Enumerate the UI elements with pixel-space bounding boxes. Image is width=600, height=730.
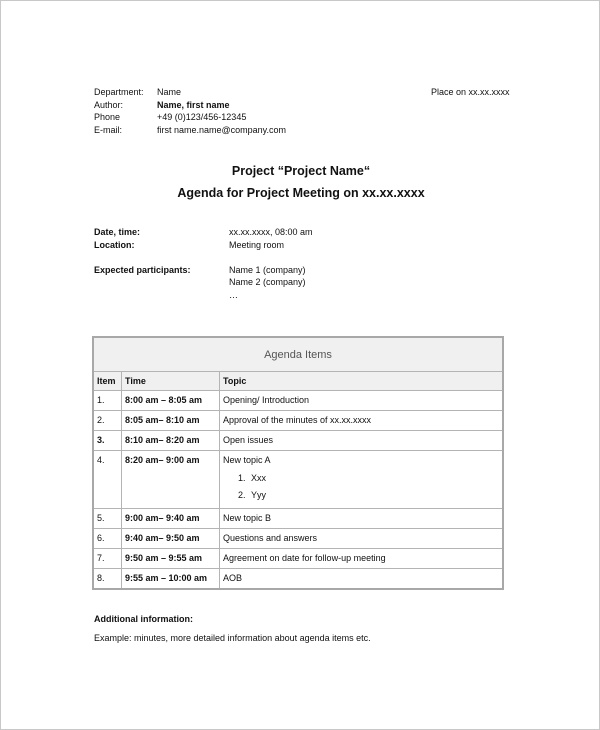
email-value: first name.name@company.com bbox=[157, 124, 287, 135]
item-number: 6. bbox=[93, 529, 122, 549]
author-value: Name, first name bbox=[157, 99, 230, 110]
location-value: Meeting room bbox=[229, 239, 285, 250]
location-row bbox=[94, 239, 313, 252]
header-info bbox=[94, 86, 286, 136]
project-title: Project “Project Name“ bbox=[231, 164, 371, 178]
phone-label: Phone bbox=[94, 112, 121, 122]
participants-label: Expected participants: bbox=[94, 264, 191, 275]
agenda-header-row bbox=[93, 372, 503, 391]
item-number: 5. bbox=[93, 509, 122, 529]
subitem bbox=[223, 487, 499, 504]
date-label: Date, time: bbox=[94, 227, 141, 237]
subitem-list bbox=[223, 470, 499, 504]
col-time: Time bbox=[122, 372, 220, 391]
table-row bbox=[93, 549, 503, 569]
item-time: 8:00 am – 8:05 am bbox=[122, 391, 220, 411]
table-row bbox=[93, 509, 503, 529]
item-time: 8:05 am– 8:10 am bbox=[122, 411, 220, 431]
additional-info bbox=[94, 613, 371, 644]
item-topic: Opening/ Introduction bbox=[220, 391, 504, 411]
participant: Name 2 (company) bbox=[229, 277, 306, 287]
participant-ellipsis: … bbox=[229, 289, 238, 300]
additional-text: Example: minutes, more detailed information about agenda items etc. bbox=[94, 632, 371, 643]
table-row bbox=[93, 411, 503, 431]
email-row bbox=[94, 124, 286, 137]
subitem-number: 1. bbox=[238, 473, 246, 483]
item-topic: Approval of the minutes of xx.xx.xxxx bbox=[220, 411, 504, 431]
agenda-table bbox=[92, 336, 504, 590]
table-row bbox=[93, 569, 503, 590]
item-topic: AOB bbox=[220, 569, 504, 590]
table-row bbox=[93, 529, 503, 549]
col-topic: Topic bbox=[220, 372, 504, 391]
item-number: 2. bbox=[93, 411, 122, 431]
location-label: Location: bbox=[94, 239, 135, 250]
department-label: Department: bbox=[94, 87, 144, 97]
subitem-number: 2. bbox=[238, 490, 246, 500]
item-topic: Questions and answers bbox=[220, 529, 504, 549]
item-number: 3. bbox=[93, 431, 122, 451]
department-row bbox=[94, 86, 286, 99]
item-topic: New topic A bbox=[223, 455, 271, 465]
item-time: 9:50 am – 9:55 am bbox=[122, 549, 220, 569]
item-topic-cell bbox=[220, 451, 504, 509]
phone-value: +49 (0)123/456-12345 bbox=[157, 112, 247, 122]
item-topic: New topic B bbox=[220, 509, 504, 529]
phone-row bbox=[94, 111, 286, 124]
subitem-text: Yyy bbox=[251, 490, 267, 500]
item-time: 9:00 am– 9:40 am bbox=[122, 509, 220, 529]
item-number: 4. bbox=[93, 451, 122, 509]
place-date: Place on xx.xx.xxxx bbox=[431, 87, 510, 97]
table-row bbox=[93, 391, 503, 411]
item-time: 9:40 am– 9:50 am bbox=[122, 529, 220, 549]
author-row bbox=[94, 99, 286, 112]
item-topic: Open issues bbox=[220, 431, 504, 451]
col-item: Item bbox=[93, 372, 122, 391]
agenda-caption: Agenda Items bbox=[93, 337, 503, 372]
agenda-title: Agenda for Project Meeting on xx.xx.xxxx bbox=[177, 186, 425, 200]
participants-row bbox=[94, 264, 313, 302]
subitem bbox=[223, 470, 499, 487]
item-number: 1. bbox=[93, 391, 122, 411]
date-row bbox=[94, 226, 313, 239]
date-value: xx.xx.xxxx, 08:00 am bbox=[229, 227, 313, 237]
meeting-meta bbox=[94, 226, 313, 301]
item-topic: Agreement on date for follow-up meeting bbox=[220, 549, 504, 569]
participant: Name 1 (company) bbox=[229, 264, 306, 275]
participants-list bbox=[229, 264, 306, 302]
department-value: Name bbox=[157, 87, 182, 97]
additional-heading: Additional information: bbox=[94, 614, 193, 624]
item-time: 8:10 am– 8:20 am bbox=[122, 431, 220, 451]
author-label: Author: bbox=[94, 99, 124, 110]
table-row bbox=[93, 431, 503, 451]
table-row bbox=[93, 451, 503, 509]
email-label: E-mail: bbox=[94, 124, 123, 135]
item-time: 8:20 am– 9:00 am bbox=[122, 451, 220, 509]
item-number: 8. bbox=[93, 569, 122, 590]
item-time: 9:55 am – 10:00 am bbox=[122, 569, 220, 590]
subitem-text: Xxx bbox=[251, 473, 267, 483]
item-number: 7. bbox=[93, 549, 122, 569]
